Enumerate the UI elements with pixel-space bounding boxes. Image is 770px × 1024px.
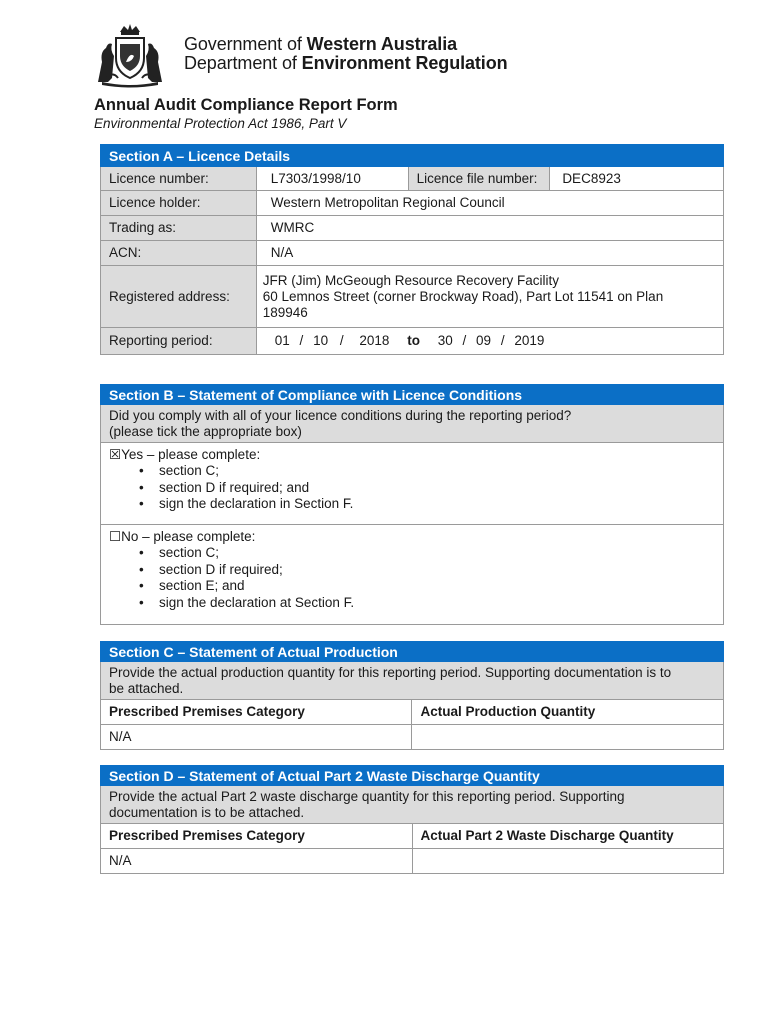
section-c-heading: Section C – Statement of Actual Production	[101, 642, 724, 662]
trading-as-label: Trading as:	[101, 216, 257, 241]
period-from-day[interactable]: 01	[274, 333, 290, 348]
no-label: No – please complete:	[121, 529, 256, 544]
section-a-table	[100, 144, 724, 355]
column-header-category: Prescribed Premises Category	[101, 700, 412, 725]
section-d-heading: Section D – Statement of Actual Part 2 Waste Discharge Quantity	[101, 766, 724, 786]
period-to-month[interactable]: 09	[476, 333, 492, 348]
question-line-2: (please tick the appropriate box)	[109, 423, 302, 439]
licence-file-field[interactable]: DEC8923	[550, 167, 724, 191]
section-b-heading: Section B – Statement of Compliance with Licence Conditions	[101, 385, 724, 405]
section-d-table	[100, 765, 724, 874]
licence-holder-label: Licence holder:	[101, 191, 257, 216]
category-cell[interactable]: N/A	[101, 849, 413, 874]
address-line-2: 60 Lemnos Street (corner Brockway Road), Part Lot 11541 on Plan	[262, 288, 664, 304]
address-line-1: JFR (Jim) McGeough Resource Recovery Facility	[262, 272, 560, 288]
date-separator: /	[339, 333, 344, 348]
wa-coat-of-arms-icon	[88, 22, 172, 88]
category-cell[interactable]: N/A	[101, 725, 412, 750]
date-separator: /	[500, 333, 505, 348]
instruction-line-2: be attached.	[109, 680, 184, 696]
section-d-instruction	[101, 786, 724, 824]
list-item: • sign the declaration at Section F.	[109, 595, 715, 612]
instruction-line-2: documentation is to be attached.	[109, 804, 305, 820]
period-to-day[interactable]: 30	[437, 333, 453, 348]
reporting-period-field[interactable]	[256, 328, 723, 355]
form-title: Annual Audit Compliance Report Form	[94, 96, 398, 114]
period-from-month[interactable]: 10	[313, 333, 329, 348]
no-option	[101, 525, 724, 625]
licence-file-label: Licence file number:	[408, 167, 550, 191]
no-checkbox[interactable]: ☐	[109, 529, 122, 544]
instruction-line-1: Provide the actual production quantity for this reporting period. Supporting documentation is to	[109, 664, 672, 680]
gov-line-2: Department of Environment Regulation	[184, 53, 508, 73]
column-header-category: Prescribed Premises Category	[101, 824, 413, 849]
section-b-question	[101, 405, 724, 443]
list-item: • section C;	[109, 463, 715, 480]
acn-field[interactable]: N/A	[256, 241, 723, 266]
list-item: • section C;	[109, 545, 715, 562]
licence-number-field[interactable]: L7303/1998/10	[256, 167, 408, 191]
column-header-quantity: Actual Production Quantity	[412, 700, 724, 725]
list-item: • section D if required;	[109, 562, 715, 579]
address-label: Registered address:	[101, 266, 257, 328]
period-to-label: to	[407, 333, 420, 348]
table-row	[101, 725, 724, 750]
period-from-year[interactable]: 2018	[359, 333, 390, 348]
address-field[interactable]	[256, 266, 723, 328]
section-c-table	[100, 641, 724, 750]
date-separator: /	[462, 333, 467, 348]
list-item: • section D if required; and	[109, 480, 715, 497]
section-c-instruction	[101, 662, 724, 700]
list-item: • section E; and	[109, 578, 715, 595]
licence-holder-field[interactable]: Western Metropolitan Regional Council	[256, 191, 723, 216]
question-line-1: Did you comply with all of your licence conditions during the reporting period?	[109, 407, 572, 423]
column-header-quantity: Actual Part 2 Waste Discharge Quantity	[412, 824, 724, 849]
yes-option	[101, 443, 724, 525]
table-row	[101, 849, 724, 874]
licence-number-label: Licence number:	[101, 167, 257, 191]
section-a-heading: Section A – Licence Details	[101, 145, 724, 167]
section-b-table	[100, 384, 724, 625]
address-line-3: 189946	[262, 304, 308, 320]
quantity-cell[interactable]	[412, 849, 724, 874]
form-subtitle: Environmental Protection Act 1986, Part V	[94, 116, 347, 131]
list-item: • sign the declaration in Section F.	[109, 496, 715, 513]
period-to-year[interactable]: 2019	[514, 333, 545, 348]
reporting-period-label: Reporting period:	[101, 328, 257, 355]
yes-checkbox[interactable]: ☒	[109, 447, 122, 462]
instruction-line-1: Provide the actual Part 2 waste discharge quantity for this reporting period. Supporting	[109, 788, 625, 804]
yes-label: Yes – please complete:	[121, 447, 261, 462]
acn-label: ACN:	[101, 241, 257, 266]
gov-line-1: Government of Western Australia	[184, 34, 458, 54]
trading-as-field[interactable]: WMRC	[256, 216, 723, 241]
date-separator: /	[299, 333, 304, 348]
quantity-cell[interactable]	[412, 725, 724, 750]
